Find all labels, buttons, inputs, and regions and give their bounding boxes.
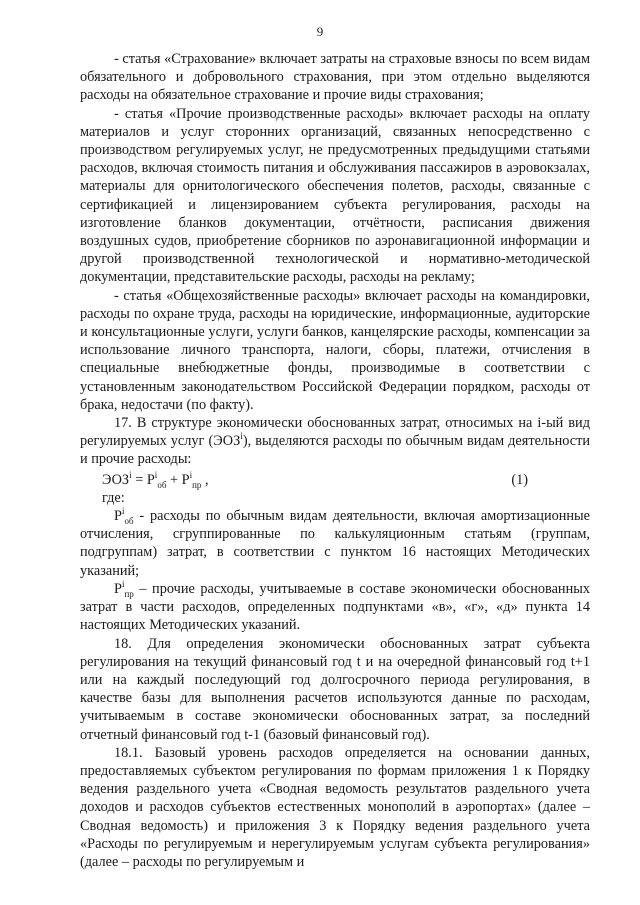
paragraph-18-1: 18.1. Базовый уровень расходов определяется на основании данных, предоставляемых субъектом регулирования по формам приложения 1 к Порядку ведения раздельного учета «Сводная ведомость результатов раздельного учета доходов и расходов субъектов естественных монополий в аэропортах» (далее – Сводная ведомость) и приложения 3 к Порядку ведения раздельного учета «Расходы по регулируемым и нерегулируемым услугам субъекта регулирования» (далее – расходы по регулируемым и	[80, 744, 590, 870]
paragraph-insurance: - статья «Страхование» включает затраты на страховые взносы по всем видам обязательного и добровольного страхования, при этом отдельно выделяются расходы на обязательное страхование и прочие виды страхования;	[80, 51, 590, 104]
p17-text-end: ), выделяются расходы по обычным видам деятельности и прочие расходы:	[80, 433, 590, 468]
page-number: 9	[316, 24, 324, 39]
p17-text-start: 17. В структуре экономически обоснованных затрат, относимых на i-ый вид регулируемых услуг (ЭОЗ	[80, 415, 590, 450]
paragraph-18: 18. Для определения экономически обоснованных затрат субъекта регулирования на текущий финансовый год t и на очередной финансовый год t+1 или на каждый последующий год долгосрочного периода регулирования, в качестве базы для выполнения расчетов используются данные по расходам, учитываемым в составе экономически обоснованных затрат, за последний отчетный финансовый год t-1 (базовый финансовый год).	[80, 635, 590, 743]
formula-expression: $ЭОЗ^i = P^i_{об} + P^i_{пр}$ ,	[102, 469, 209, 490]
document-body	[80, 50, 590, 871]
paragraph-general-expenses: - статья «Общехозяйственные расходы» включает расходы на командировки, расходы по охране труда, расходы на юридические, информационные, аудиторские и консультационные услуги, услуги банков, канцелярские расходы, компенсации за использование личного транспорта, налоги, сборы, платежи, отчисления в специальные внебюджетные фонды, производимые в соответствии с установленным законодательством Российской Федерации порядком, расходы от брака, недостачи (по факту).	[80, 287, 590, 413]
definition-ordinary-expenses: $P^i_{об}$ - расходы по обычным видам деятельности, включая амортизационные отчисления, сгруппированные по калькуляционным статьям (группам, подгруппам) затрат, в соответствии с пунктом 16 настоящих Методических указаний;	[80, 506, 590, 579]
paragraph-other-production-expenses: - статья «Прочие производственные расходы» включает расходы на оплату материалов и услуг сторонних организаций, связанных непосредственно с производством регулируемых услуг, не предусмотренных предыдущими статьями расходов, включая стоимость питания и обслуживания пассажиров в аэровокзалах, материалы для орнитологического обеспечения полетов, расходы, связанные с сертификацией и лицензированием субъекта регулирования, расходы на изготовление бланков документации, отчётности, расписания движения воздушных судов, приобретение сборников по аэронавигационной информации и другой производственной технологической и нормативно-методической документации, представительские расходы, расходы на рекламу;	[80, 105, 590, 286]
paragraph-17	[80, 414, 590, 469]
definition-other-expenses: $P^i_{пр}$ – прочие расходы, учитываемые в составе экономически обоснованных затрат в части расходов, определенных подпунктами «в», «г», «д» пункта 14 настоящих Методических указаний.	[80, 579, 590, 634]
formula-1	[80, 471, 590, 489]
formula-number: (1)	[511, 471, 528, 488]
p17-superscript: i	[240, 431, 243, 442]
where-label: где:	[102, 489, 125, 506]
